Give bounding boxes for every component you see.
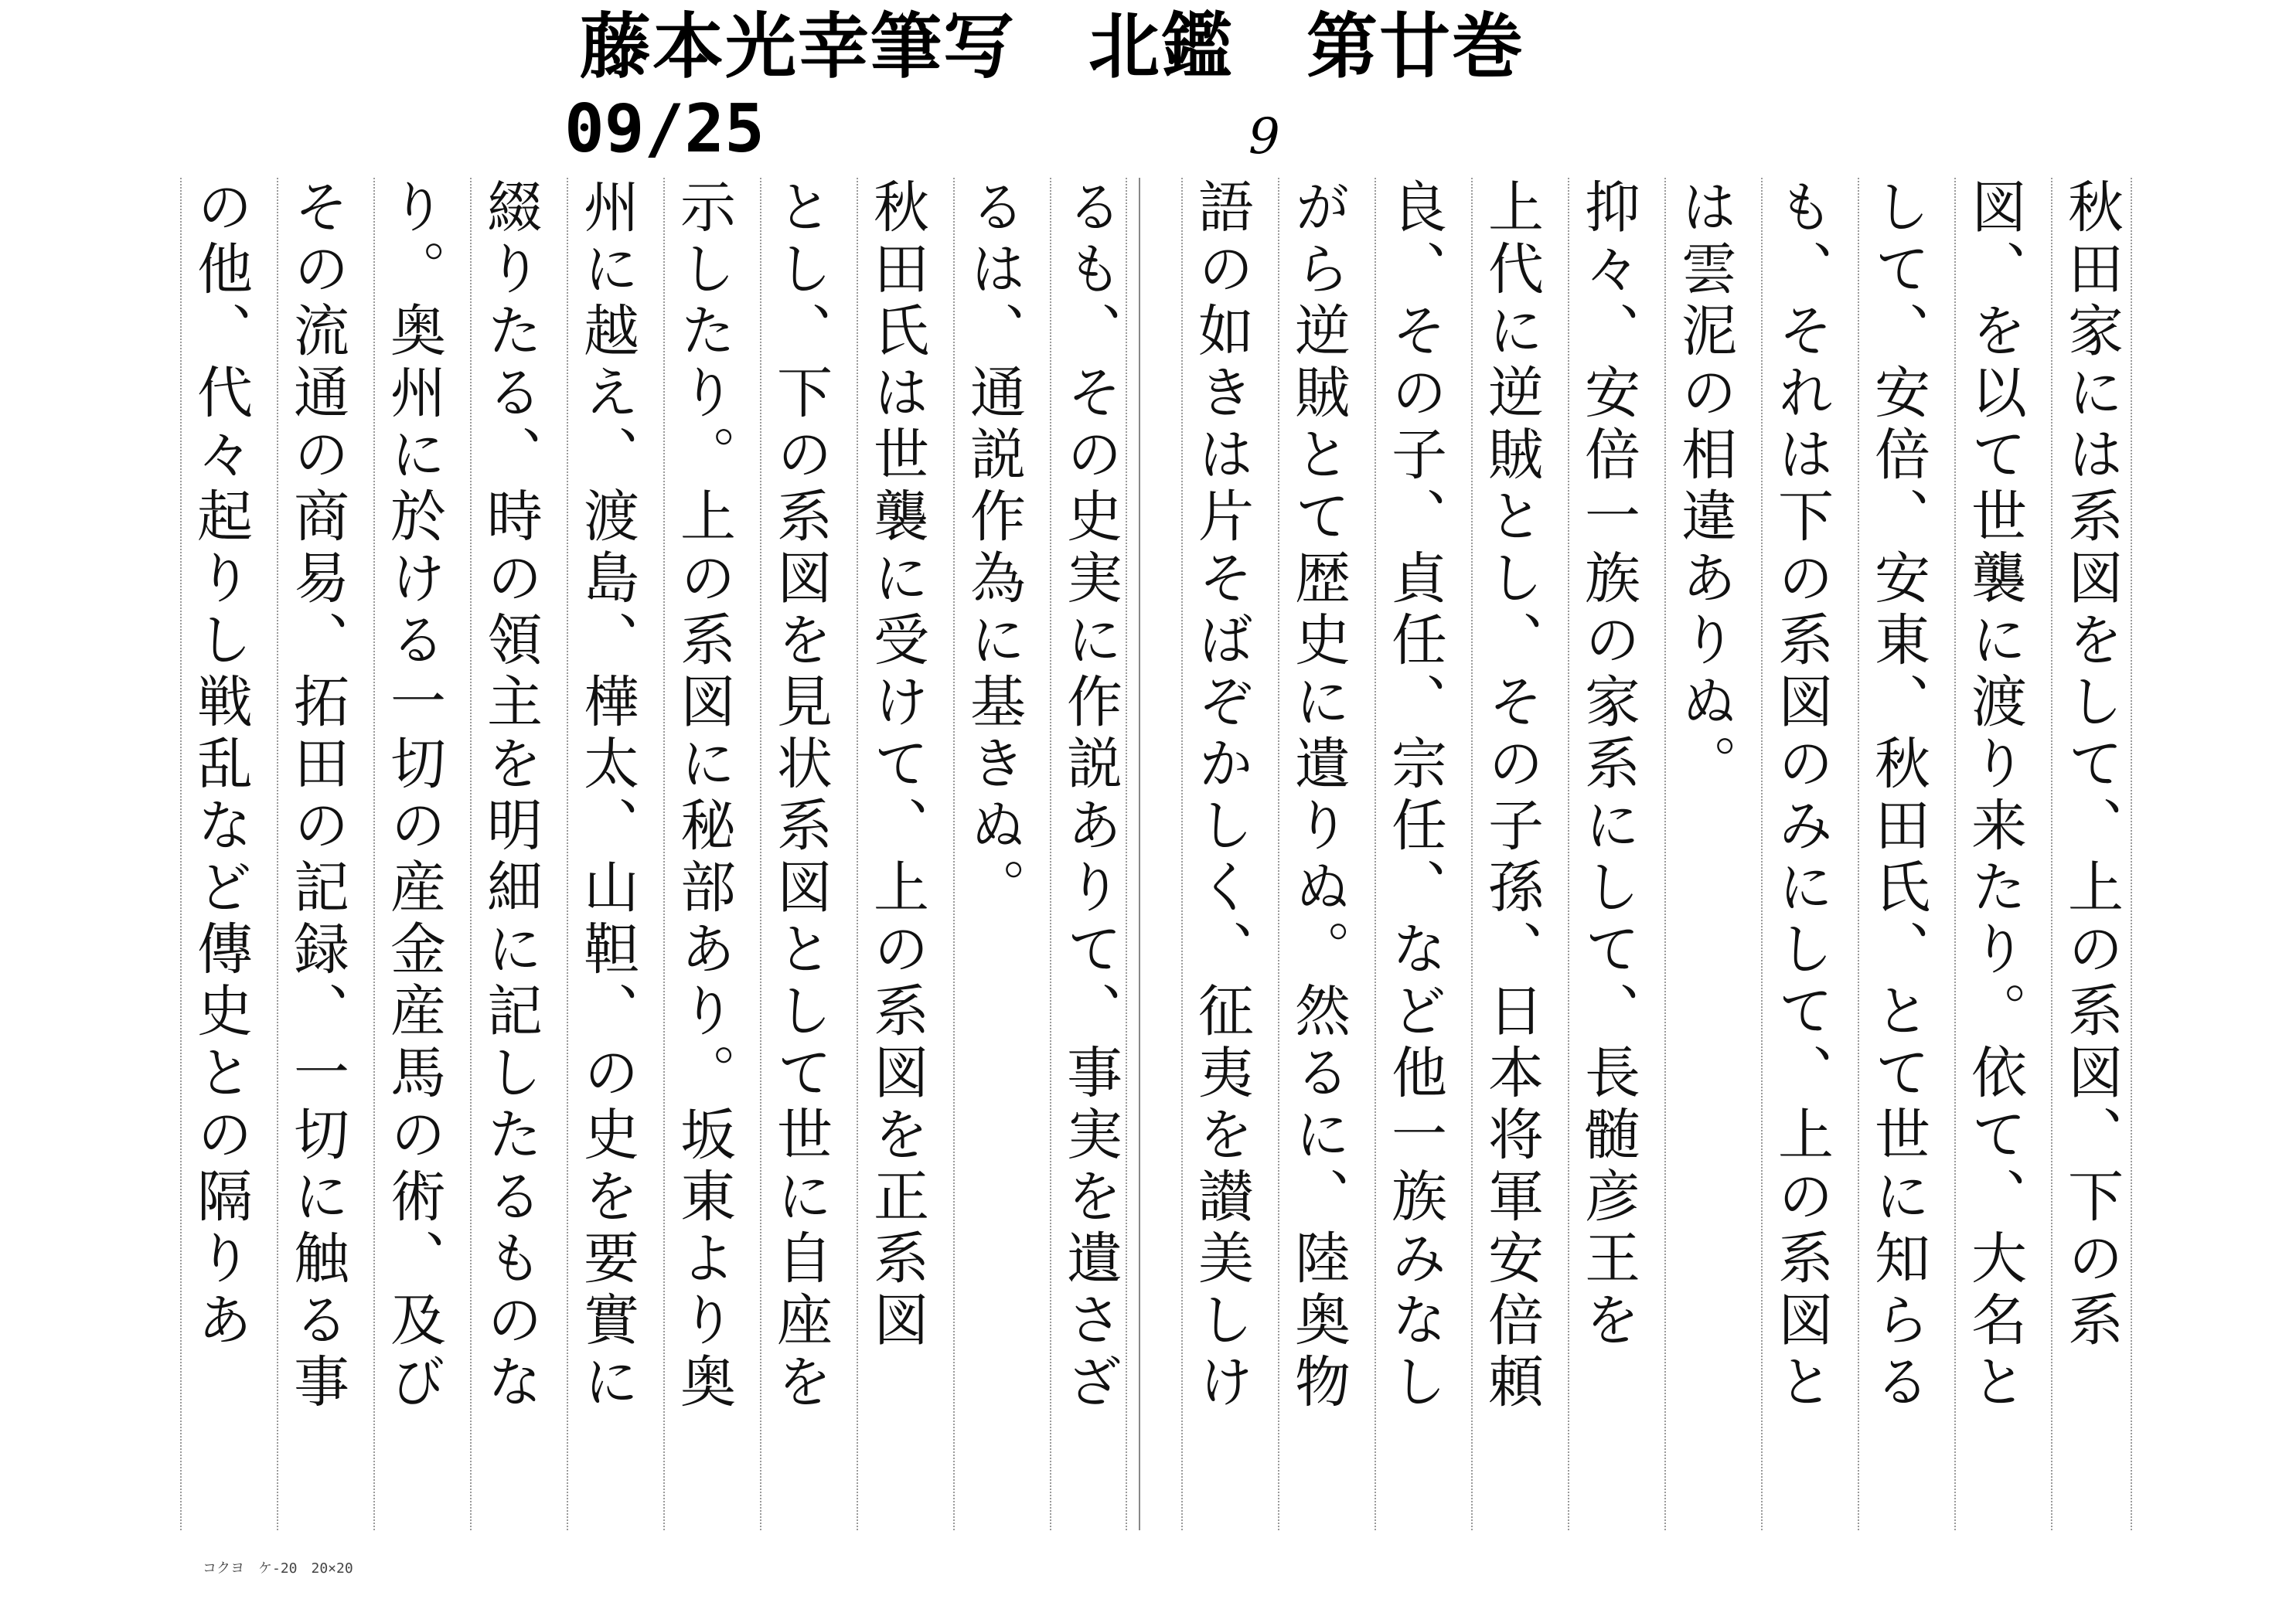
manuscript-sheet xyxy=(176,178,2132,1530)
column-text: 州に越え、渡島、樺太、山靼、の史を要實に xyxy=(574,178,639,1414)
column-text: その流通の商易、拓田の記録、一切に触る事 xyxy=(284,178,349,1414)
column-text: は雲泥の相違ありぬ。 xyxy=(1672,178,1737,796)
column-text: 秋田家には系図をして、上の系図、下の系 xyxy=(2059,178,2124,1352)
manuscript-column xyxy=(373,178,452,1530)
column-text: の他、代々起りし戦乱など傳史との隔りあ xyxy=(188,178,253,1352)
column-divider xyxy=(2131,178,2132,1530)
manuscript-column xyxy=(1375,178,1453,1530)
column-text: も、それは下の系図のみにして、上の系図と xyxy=(1769,178,1834,1414)
column-text: 抑々、安倍一族の家系にして、長髄彦王を xyxy=(1576,178,1640,1352)
column-text: 秋田氏は世襲に受けて、上の系図を正系図 xyxy=(864,178,929,1352)
column-text: がら逆賊とて歴史に遺りぬ。然るに、陸奥物 xyxy=(1286,178,1351,1414)
manuscript-column xyxy=(1568,178,1647,1530)
manuscript-column xyxy=(470,178,549,1530)
manuscript-column xyxy=(567,178,646,1530)
column-text: 語の如きは片そばぞかしく、征夷を讃美しけ xyxy=(1189,178,1254,1414)
page-spine xyxy=(1139,178,1171,1530)
manuscript-column xyxy=(2051,178,2130,1530)
left-page xyxy=(176,178,1127,1530)
page-number: 9 xyxy=(1248,108,1280,165)
column-text: 示したり。上の系図に秘部あり。坂東より奥 xyxy=(671,178,736,1414)
manuscript-column xyxy=(953,178,1032,1530)
column-text: るも、その史実に作説ありて、事実を遺さざ xyxy=(1058,178,1122,1414)
column-text: 良、その子、貞任、宗任、など他一族みなし xyxy=(1382,178,1447,1414)
paper-brand-footer: コクヨ ケ-20 20×20 xyxy=(203,1560,353,1577)
manuscript-column xyxy=(1664,178,1743,1530)
column-text: り。奥州に於ける一切の産金産馬の術、及び xyxy=(381,178,446,1414)
column-text: 上代に逆賊とし、その子孫、日本将軍安倍頼 xyxy=(1479,178,1544,1414)
column-text: 綴りたる、時の領主を明細に記したるものな xyxy=(478,178,543,1414)
manuscript-column xyxy=(180,178,259,1530)
manuscript-column xyxy=(1858,178,1937,1530)
manuscript-column xyxy=(1278,178,1357,1530)
date-stamp: 09/25 xyxy=(564,90,765,168)
manuscript-column xyxy=(1954,178,2033,1530)
manuscript-column xyxy=(760,178,839,1530)
manuscript-column xyxy=(1050,178,1129,1530)
column-text: して、安倍、安東、秋田氏、とて世に知らる xyxy=(1865,178,1930,1414)
document-title: 藤本光幸筆写 北鑑 第廿巻 xyxy=(580,5,1525,88)
column-text: 図、を以て世襲に渡り来たり。依て、大名と xyxy=(1962,178,2027,1414)
manuscript-column xyxy=(1181,178,1260,1530)
manuscript-column xyxy=(1471,178,1550,1530)
column-text: とし、下の系図を見状系図として世に自座を xyxy=(768,178,833,1414)
manuscript-column xyxy=(277,178,356,1530)
right-page xyxy=(1177,178,2132,1530)
manuscript-column xyxy=(1761,178,1840,1530)
manuscript-column xyxy=(663,178,742,1530)
column-divider xyxy=(1126,178,1127,1530)
column-text: るは、通説作為に基きぬ。 xyxy=(961,178,1026,920)
manuscript-column xyxy=(857,178,935,1530)
